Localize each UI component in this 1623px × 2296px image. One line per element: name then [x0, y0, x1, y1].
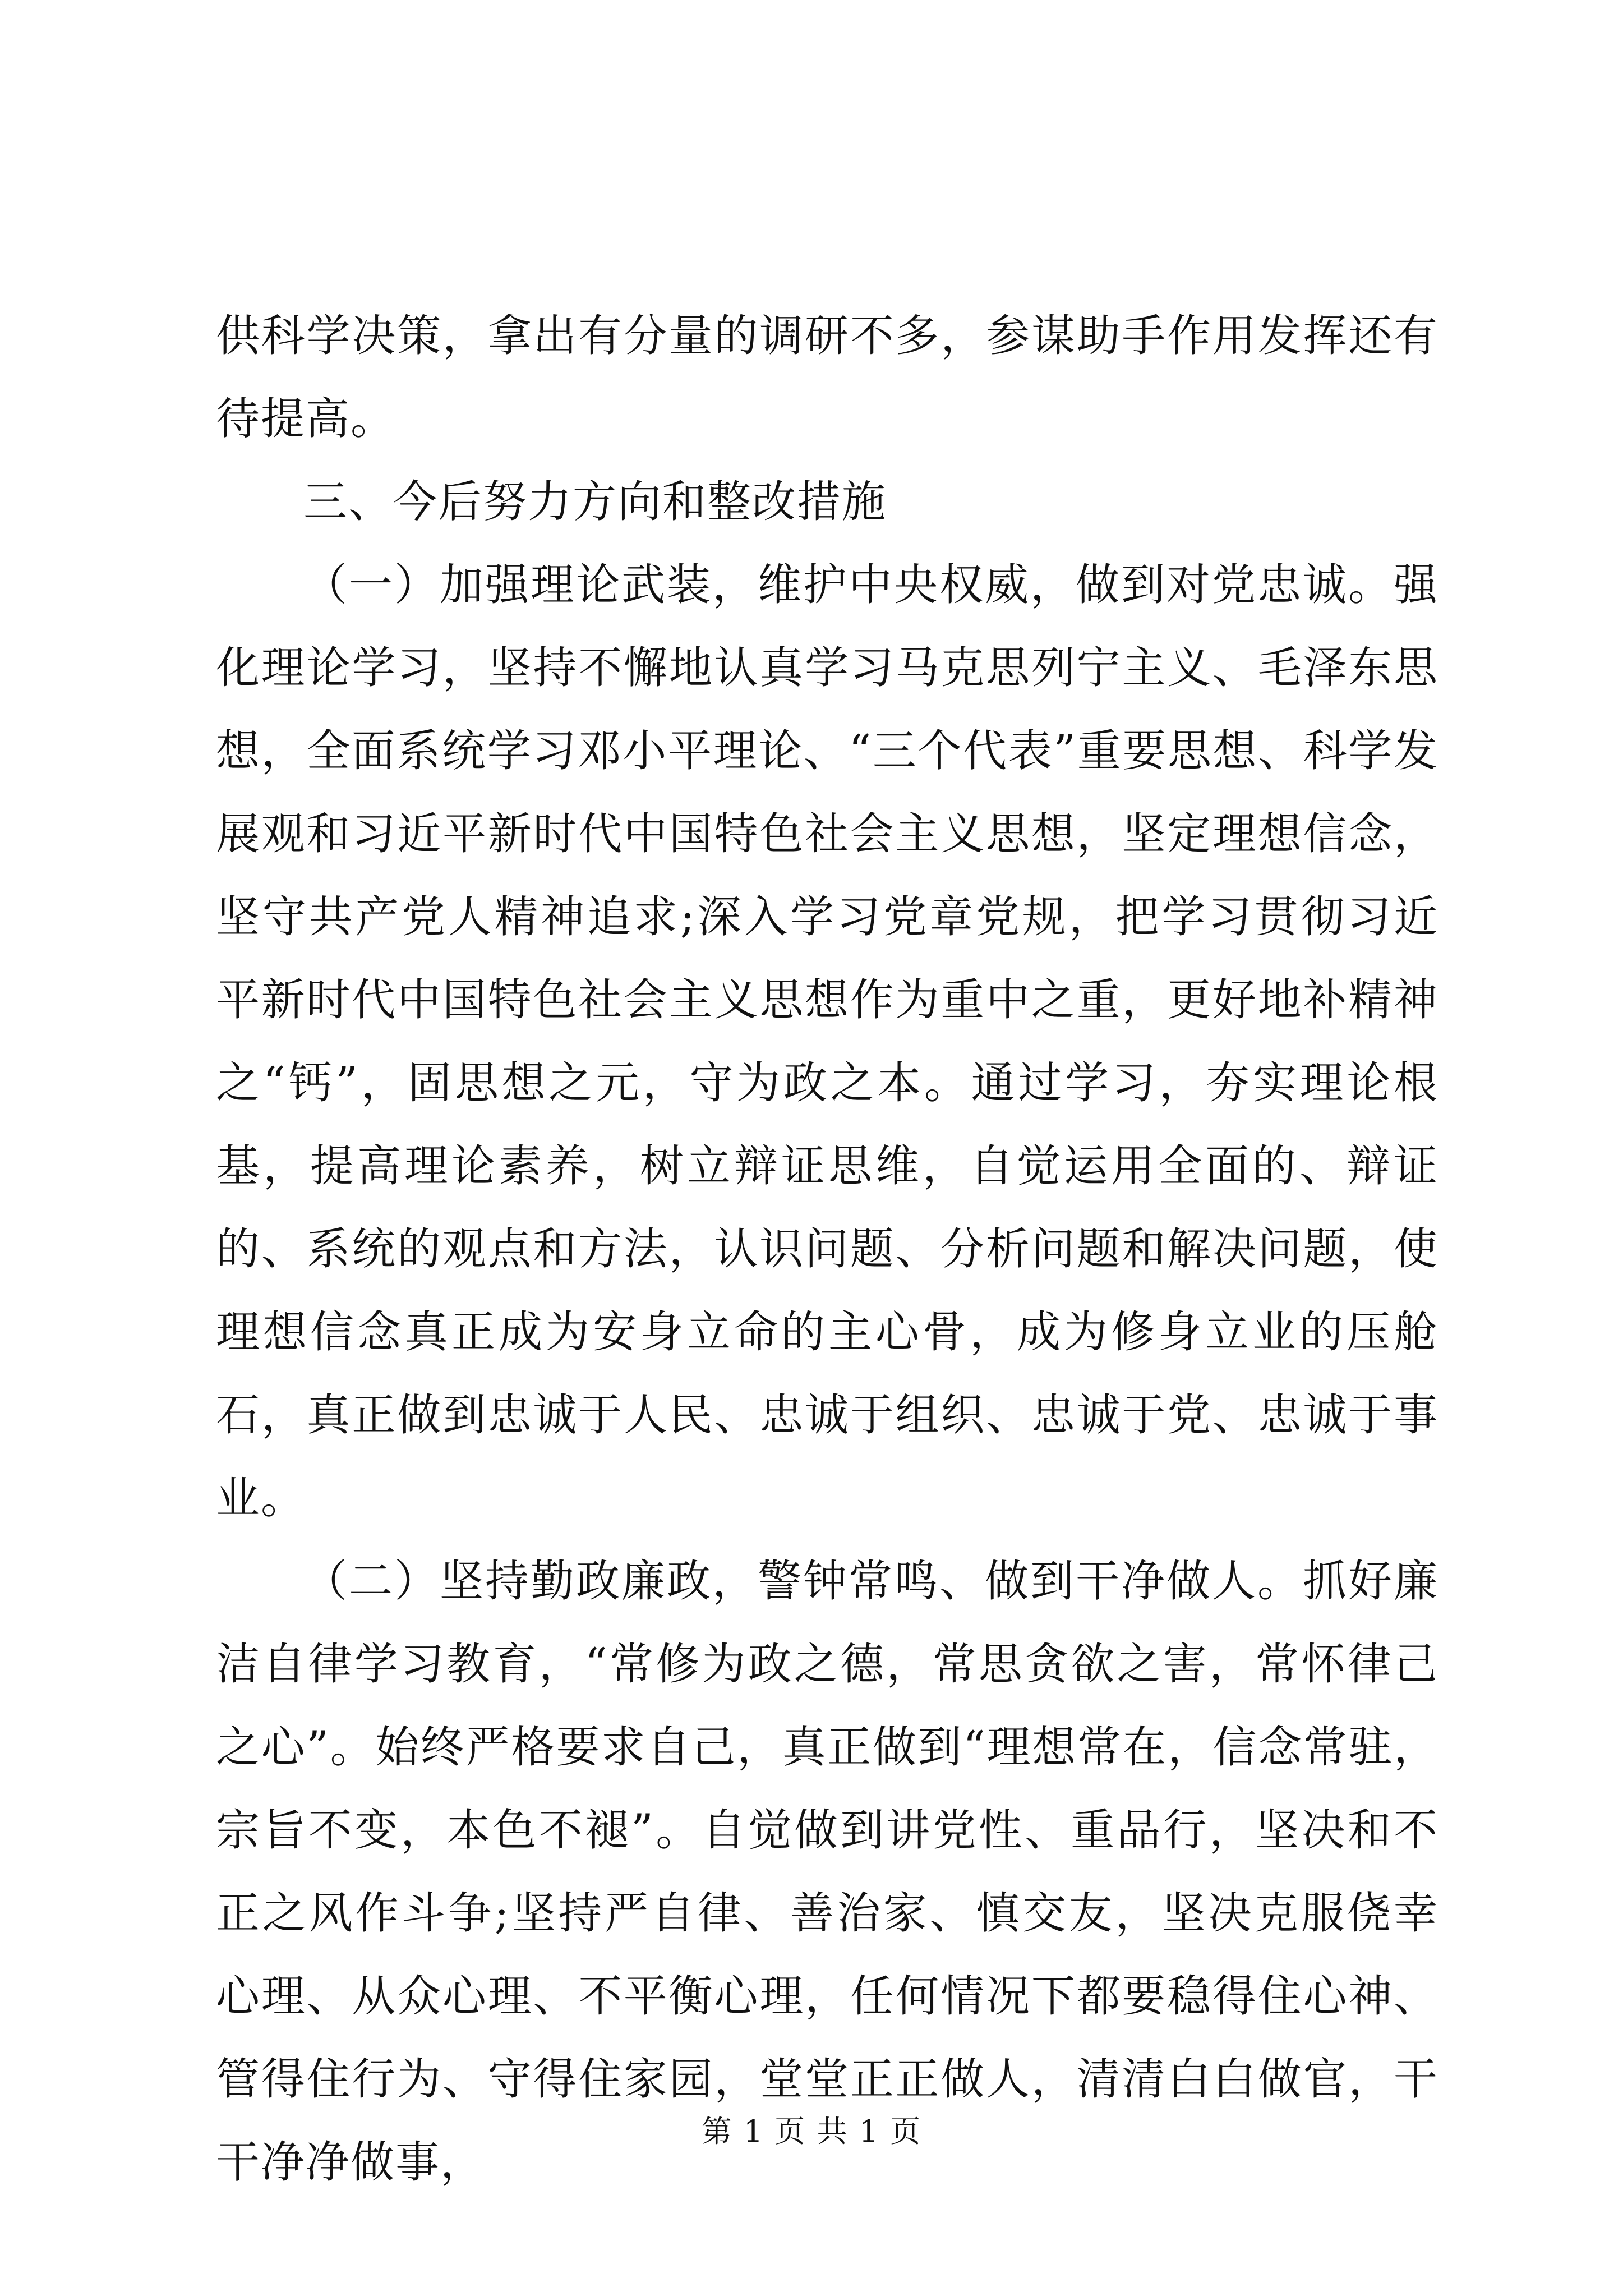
paragraph-continuation: 供科学决策，拿出有分量的调研不多，参谋助手作用发挥还有待提高。	[216, 311, 1438, 444]
page-footer: 第 1 页 共 1 页	[701, 2114, 922, 2149]
section-heading: 三、今后努力方向和整改措施	[303, 477, 887, 527]
paragraph-theory: （一）加强理论武装，维护中央权威，做到对党忠诚。强化理论学习，坚持不懈地认真学习马克思列宁主义、毛泽东思想，全面系统学习邓小平理论、“三个代表”重要思想、科学发展观和习近平新时代中国特色社会主义思想，坚定理想信念，坚守共产党人精神追求;深入学习党章党规，把学习贯彻习近平新时代中国特色社会主义思想作为重中之重，更好地补精神之“钙”，固思想之元，守为政之本。通过学习，夯实理论根基，提高理论素养，树立辩证思维，自觉运用全面的、辩证的、系统的观点和方法，认识问题、分析问题和解决问题，使理想信念真正成为安身立命的主心骨，成为修身立业的压舱石，真正做到忠诚于人民、忠诚于组织、忠诚于党、忠诚于事业。	[216, 560, 1438, 1524]
document-body	[216, 295, 1438, 2204]
paragraph-integrity: （二）坚持勤政廉政，警钟常鸣、做到干净做人。抓好廉洁自律学习教育，“常修为政之德，常思贪欲之害，常怀律己之心”。始终严格要求自己，真正做到“理想常在，信念常驻，宗旨不变，本色不褪”。自觉做到讲党性、重品行，坚决和不正之风作斗争;坚持严自律、善治家、慎交友，坚决克服侥幸心理、从众心理、不平衡心理，任何情况下都要稳得住心神、管得住行为、守得住家园，堂堂正正做人，清清白白做官，干干净净做事，	[216, 1556, 1438, 2188]
